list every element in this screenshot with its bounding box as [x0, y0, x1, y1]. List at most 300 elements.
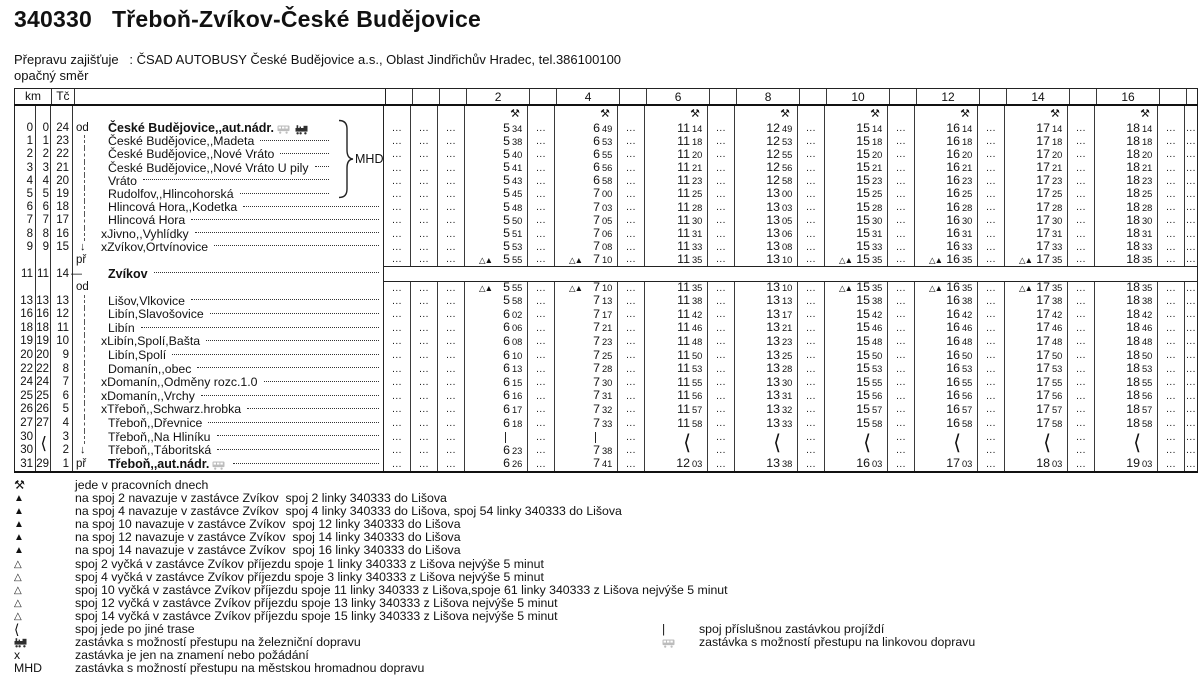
- filler-cell: [617, 106, 644, 122]
- filler-dots: ...: [806, 458, 816, 470]
- time-hour: 11: [677, 347, 690, 362]
- filler-dots: ...: [1166, 350, 1176, 362]
- km2-cell: 7: [35, 214, 50, 227]
- filler-dots: ...: [896, 123, 906, 134]
- route-line: [84, 188, 85, 201]
- time-hour: 11: [677, 133, 690, 148]
- time-hour: 18: [1126, 415, 1140, 430]
- time-cell: [824, 106, 887, 122]
- filler-cell: [887, 308, 914, 322]
- filler-dots: ...: [716, 458, 726, 470]
- time-hour: 6: [503, 361, 510, 376]
- time-hour: 5: [503, 186, 510, 201]
- other-route-bracket: ⟨: [953, 431, 961, 455]
- stop-row: [14, 214, 1198, 227]
- time-value: [645, 148, 707, 162]
- stop-name-label: xDomanín,,Odměny rozc.1.0: [101, 375, 258, 390]
- tc-cell: 8: [50, 363, 72, 377]
- dotted-leader: [217, 435, 379, 436]
- filler-dots: ...: [716, 350, 726, 362]
- filler-cell: [1157, 376, 1184, 390]
- legend-symbol: ▲: [14, 545, 24, 557]
- legend-right-text: zastávka s možností přestupu na linkovou dopravu: [699, 635, 976, 650]
- filler-dots: ...: [419, 215, 429, 227]
- stop-row: [14, 458, 1198, 472]
- filler-cell: [437, 458, 464, 472]
- time-hour: 6: [593, 146, 600, 161]
- other-route-bracket: ⟨: [863, 431, 871, 455]
- stop-name: [96, 241, 383, 254]
- time-value: [555, 187, 617, 201]
- stop-name-label: České Budějovice,,Nové Vráto U pily: [108, 160, 309, 175]
- filler-cell: [797, 295, 824, 309]
- connection-symbols: △▲: [839, 254, 852, 265]
- filler-cell: [887, 148, 914, 161]
- time-cell: [464, 431, 527, 445]
- time-hour: 18: [1126, 293, 1140, 308]
- filler-cell: [797, 214, 824, 227]
- arrow-cell: [72, 135, 96, 148]
- legend-text: zastávka s možností přestupu na městskou hromadnou dopravu: [75, 661, 425, 676]
- time-minute: 03: [962, 459, 973, 470]
- times-block: [383, 417, 1198, 431]
- filler-dots: ...: [419, 363, 429, 375]
- tc-cell: 3: [50, 431, 72, 445]
- tc-cell: 2: [50, 444, 72, 458]
- arrow-cell: [72, 335, 96, 349]
- route-line: [84, 376, 85, 390]
- filler-cell: [437, 363, 464, 377]
- filler-cell: [437, 403, 464, 417]
- time-hour: 15: [856, 333, 870, 348]
- dotted-leader: [191, 219, 379, 220]
- time-value: [645, 227, 707, 241]
- time-value: [465, 214, 527, 228]
- filler-cell: [707, 322, 734, 336]
- filler-cell: [887, 282, 914, 295]
- filler-dots: ...: [986, 202, 996, 214]
- filler-cell: [707, 254, 734, 266]
- filler-cell: [619, 89, 646, 104]
- time-minute: 23: [512, 445, 523, 456]
- time-minute: 38: [782, 459, 793, 470]
- filler-dots: ...: [1076, 431, 1086, 443]
- stop-name: [96, 349, 383, 363]
- time-cell: [644, 363, 707, 377]
- km1-cell: 27: [14, 417, 35, 431]
- trip-column-header: 4: [556, 89, 619, 104]
- time-cell: [464, 308, 527, 322]
- time-cell: [1004, 403, 1067, 417]
- filler-dots: ...: [392, 336, 402, 348]
- time-minute: 58: [602, 176, 613, 187]
- legend-text: na spoj 14 navazuje v zastávce Zvíkov spoj 16 linky 340333 do Lišova: [75, 543, 461, 558]
- time-cell: [1094, 251, 1157, 266]
- filler-cell: [527, 214, 554, 227]
- time-minute: 46: [1142, 323, 1153, 334]
- filler-dots: ...: [392, 202, 402, 214]
- dotted-leader: [247, 408, 379, 409]
- legend-symbol: ⚒: [14, 478, 26, 492]
- filler-cell: [1067, 282, 1094, 295]
- time-cell: [464, 322, 527, 336]
- filler-dots: ...: [986, 123, 996, 134]
- filler-cell: [977, 122, 1004, 135]
- time-hour: 16: [946, 133, 960, 148]
- time-value: [825, 457, 887, 472]
- km2-cell: 5: [35, 188, 50, 201]
- filler-dots: ...: [626, 136, 636, 148]
- time-minute: 28: [872, 202, 883, 213]
- time-minute: 53: [782, 136, 793, 147]
- time-hour: 12: [676, 456, 690, 471]
- time-hour: 5: [503, 133, 510, 148]
- time-value: [465, 389, 527, 404]
- filler-dots: ...: [1076, 123, 1086, 134]
- filler-cell: [527, 148, 554, 161]
- filler-cell: [437, 444, 464, 458]
- filler-cell: [887, 201, 914, 214]
- stop-name-empty: [96, 281, 383, 295]
- filler-cell: [707, 162, 734, 175]
- time-minute: 55: [512, 254, 523, 265]
- filler-cell: [529, 89, 556, 104]
- km1-cell: 20: [14, 349, 35, 363]
- filler-cell: [617, 148, 644, 161]
- filler-cell: [437, 228, 464, 241]
- filler-dots: ...: [626, 228, 636, 240]
- filler-dots: ...: [626, 350, 636, 362]
- dash-mark: —: [71, 268, 82, 281]
- filler-cell: [617, 175, 644, 188]
- time-cell: [554, 444, 617, 458]
- filler-dots: ...: [446, 458, 456, 470]
- filler-cell: [410, 458, 437, 472]
- filler-dots: ...: [392, 363, 402, 375]
- filler-cell: [527, 403, 554, 417]
- filler-cell: [384, 458, 410, 472]
- filler-dots: ...: [419, 336, 429, 348]
- time-value: [465, 135, 527, 149]
- filler-cell: [527, 376, 554, 390]
- filler-cell: [707, 308, 734, 322]
- tc-header: Tč: [51, 89, 75, 104]
- stop-name-label: Třeboň,,Na Hliníku: [108, 429, 211, 444]
- filler-cell: [437, 335, 464, 349]
- filler-cell: [707, 241, 734, 254]
- dotted-leader: [197, 367, 379, 368]
- km2-cell: 19: [36, 335, 49, 348]
- time-value: [555, 403, 617, 418]
- time-minute: 17: [512, 404, 523, 415]
- trip-column-header: 10: [826, 89, 889, 104]
- time-hour: 6: [503, 456, 510, 471]
- time-minute: 55: [1052, 377, 1063, 388]
- filler-cell: [617, 241, 644, 254]
- filler-cell: [707, 458, 734, 472]
- time-value: [555, 335, 617, 350]
- time-value: [465, 122, 527, 136]
- time-cell: [1094, 458, 1157, 472]
- dotted-leader: [280, 153, 329, 154]
- filler-dots: ...: [1076, 404, 1086, 416]
- filler-cell: [1157, 122, 1184, 135]
- time-hour: 15: [856, 361, 870, 376]
- legend-text: spoj jede po jiné trase: [75, 622, 195, 637]
- km2-cell: 0: [35, 122, 50, 135]
- filler-dots: ...: [896, 377, 906, 389]
- filler-cell: [1067, 175, 1094, 188]
- stop-name-label: Zvíkov: [108, 267, 148, 282]
- time-minute: 14: [1142, 123, 1153, 134]
- time-hour: 18: [1126, 306, 1140, 321]
- arrival-label: př: [76, 457, 87, 470]
- time-minute: 28: [1142, 202, 1153, 213]
- filler-dots: ...: [716, 322, 726, 334]
- filler-dots: ...: [806, 188, 816, 200]
- time-value: [645, 403, 707, 418]
- filler-dots: ...: [536, 309, 546, 321]
- filler-dots: ...: [1076, 377, 1086, 389]
- filler-cell: [384, 214, 410, 227]
- filler-cell: [887, 214, 914, 227]
- time-hour: 18: [1126, 320, 1140, 335]
- time-cell: [464, 214, 527, 227]
- km2-cell: 6: [35, 201, 50, 214]
- filler-dots: ...: [626, 202, 636, 214]
- time-value: [465, 349, 527, 364]
- filler-dots: ...: [419, 445, 429, 457]
- filler-cell: [617, 335, 644, 349]
- workday-symbol-row: [14, 106, 1198, 122]
- filler-dots: ...: [896, 228, 906, 240]
- time-hour: 16: [946, 239, 960, 254]
- connection-symbols: △▲: [1019, 283, 1032, 294]
- time-hour: 13: [766, 415, 780, 430]
- filler-dots: ...: [392, 282, 402, 294]
- filler-dots: ...: [1166, 175, 1176, 187]
- filler-cell: [977, 106, 1004, 122]
- time-cell: [644, 458, 707, 472]
- filler-cell: [1067, 376, 1094, 390]
- time-cell: [644, 390, 707, 404]
- filler-cell: [797, 106, 824, 122]
- connection-symbols: △▲: [479, 283, 492, 294]
- filler-cell: [707, 214, 734, 227]
- filler-cell: [1184, 254, 1197, 266]
- filler-cell: [617, 363, 644, 377]
- km1-cell: 7: [14, 214, 35, 227]
- stop-row: [14, 281, 1198, 295]
- trip-column-header: 2: [466, 89, 529, 104]
- filler-dots: ...: [1186, 188, 1196, 200]
- filler-cell: [437, 417, 464, 431]
- filler-dots: ...: [1076, 322, 1086, 334]
- time-minute: 28: [782, 364, 793, 375]
- tc-cell: 4: [50, 417, 72, 431]
- filler-cell: [979, 89, 1006, 104]
- route-line: [84, 228, 85, 241]
- dotted-leader: [214, 245, 379, 246]
- time-cell: [464, 295, 527, 309]
- filler-cell: [1157, 322, 1184, 336]
- stop-name: [96, 322, 383, 336]
- filler-dots: ...: [716, 390, 726, 402]
- time-hour: 15: [856, 293, 870, 308]
- dotted-leader: [172, 354, 379, 355]
- filler-cell: [977, 214, 1004, 227]
- filler-cell: [887, 335, 914, 349]
- filler-cell: [707, 188, 734, 201]
- time-hour: 11: [677, 306, 690, 321]
- filler-cell: [1067, 214, 1094, 227]
- time-minute: 23: [782, 336, 793, 347]
- filler-cell: [1157, 390, 1184, 404]
- time-cell: [644, 295, 707, 309]
- filler-dots: ...: [626, 363, 636, 375]
- time-value: [555, 214, 617, 228]
- time-value: [645, 335, 707, 350]
- stop-row: [14, 295, 1198, 309]
- time-minute: 10: [602, 254, 613, 265]
- time-value: [465, 321, 527, 336]
- time-minute: 50: [1142, 350, 1153, 361]
- dotted-leader: [210, 313, 379, 314]
- trip-column-header: 14: [1006, 89, 1069, 104]
- arrow-cell: [72, 214, 96, 227]
- filler-dots: ...: [986, 309, 996, 321]
- time-cell: [554, 201, 617, 214]
- time-hour: 15: [856, 173, 870, 188]
- time-cell: [644, 431, 707, 455]
- filler-dots: ...: [536, 404, 546, 416]
- time-hour: 7: [593, 456, 600, 471]
- time-minute: 35: [1052, 254, 1063, 265]
- filler-cell: [797, 228, 824, 241]
- direction-note: opačný směr: [14, 68, 89, 83]
- other-route-bracket: ⟨: [773, 431, 781, 455]
- filler-dots: ...: [446, 228, 456, 240]
- filler-cell: [707, 390, 734, 404]
- tc-cell: 6: [50, 390, 72, 404]
- time-minute: 16: [512, 391, 523, 402]
- time-hour: 5: [503, 173, 510, 188]
- time-minute: 18: [1052, 136, 1063, 147]
- filler-dots: ...: [419, 431, 429, 443]
- stop-row: [14, 308, 1198, 322]
- time-minute: 10: [782, 283, 793, 294]
- filler-cell: [1157, 282, 1184, 295]
- filler-dots: ...: [806, 202, 816, 214]
- filler-cell: [437, 295, 464, 309]
- filler-cell: [1067, 241, 1094, 254]
- filler-cell: [799, 89, 826, 104]
- filler-dots: ...: [626, 215, 636, 227]
- filler-dots: ...: [446, 418, 456, 429]
- time-cell: [824, 458, 887, 472]
- time-cell: [464, 228, 527, 241]
- time-hour: 11: [677, 415, 690, 430]
- time-hour: 18: [1126, 333, 1140, 348]
- time-hour: 13: [766, 251, 780, 266]
- filler-dots: ...: [986, 390, 996, 402]
- filler-dots: ...: [446, 188, 456, 200]
- stop-row: [14, 390, 1198, 404]
- filler-cell: [1184, 201, 1197, 214]
- filler-cell: [1184, 122, 1197, 135]
- km2-cell: 1: [35, 135, 50, 148]
- stop-name-label: České Budějovice,,aut.nádr.: [108, 121, 275, 135]
- stop-row: [14, 417, 1198, 431]
- time-hour: 6: [593, 173, 600, 188]
- connection-symbols: △▲: [479, 254, 492, 265]
- filler-cell: [1184, 106, 1197, 122]
- filler-cell: [410, 135, 437, 148]
- filler-cell: [384, 201, 410, 214]
- filler-cell: [527, 135, 554, 148]
- filler-dots: ...: [536, 202, 546, 214]
- time-minute: 33: [782, 418, 793, 429]
- time-minute: 00: [782, 189, 793, 200]
- filler-cell: [1157, 175, 1184, 188]
- time-cell: [464, 444, 527, 458]
- time-cell: [464, 106, 527, 122]
- filler-cell: [527, 458, 554, 472]
- time-value: [735, 253, 797, 267]
- time-cell: [464, 122, 527, 135]
- filler-dots: ...: [392, 123, 402, 134]
- km1-cell: 25: [14, 390, 35, 404]
- filler-dots: ...: [896, 136, 906, 148]
- filler-dots: ...: [392, 188, 402, 200]
- time-hour: 15: [856, 251, 870, 266]
- filler-dots: ...: [419, 404, 429, 416]
- km2-cell: 25: [36, 389, 49, 402]
- time-hour: 18: [1126, 186, 1140, 201]
- filler-cell: [1067, 308, 1094, 322]
- time-minute: 57: [872, 404, 883, 415]
- filler-dots: ...: [392, 175, 402, 187]
- filler-dots: ...: [1186, 149, 1196, 161]
- legend-symbol: ▲: [14, 506, 24, 518]
- time-minute: 46: [692, 323, 703, 334]
- time-hour: 17: [1036, 401, 1050, 416]
- filler-cell: [1184, 308, 1197, 322]
- time-cell: [554, 295, 617, 309]
- filler-dots: ...: [446, 215, 456, 227]
- filler-cell: [1184, 188, 1197, 201]
- km2-cell: [35, 254, 50, 267]
- filler-dots: ...: [986, 431, 996, 443]
- page-title: [14, 6, 481, 33]
- filler-cell: [977, 188, 1004, 201]
- time-value: [915, 457, 977, 472]
- filler-cell: [410, 122, 437, 135]
- dotted-leader: [143, 179, 329, 180]
- route-line: [84, 431, 85, 445]
- time-hour: 12: [766, 173, 780, 188]
- arrow-cell: [72, 175, 96, 188]
- filler-dots: ...: [1186, 363, 1196, 375]
- filler-cell: [1067, 322, 1094, 336]
- filler-cell: [1157, 363, 1184, 377]
- line-number: 340330: [14, 6, 92, 32]
- filler-dots: ...: [716, 123, 726, 134]
- legend-symbol: △: [14, 610, 22, 622]
- filler-dots: ...: [1166, 309, 1176, 321]
- time-hour: 7: [593, 442, 600, 457]
- time-minute: 26: [512, 459, 523, 470]
